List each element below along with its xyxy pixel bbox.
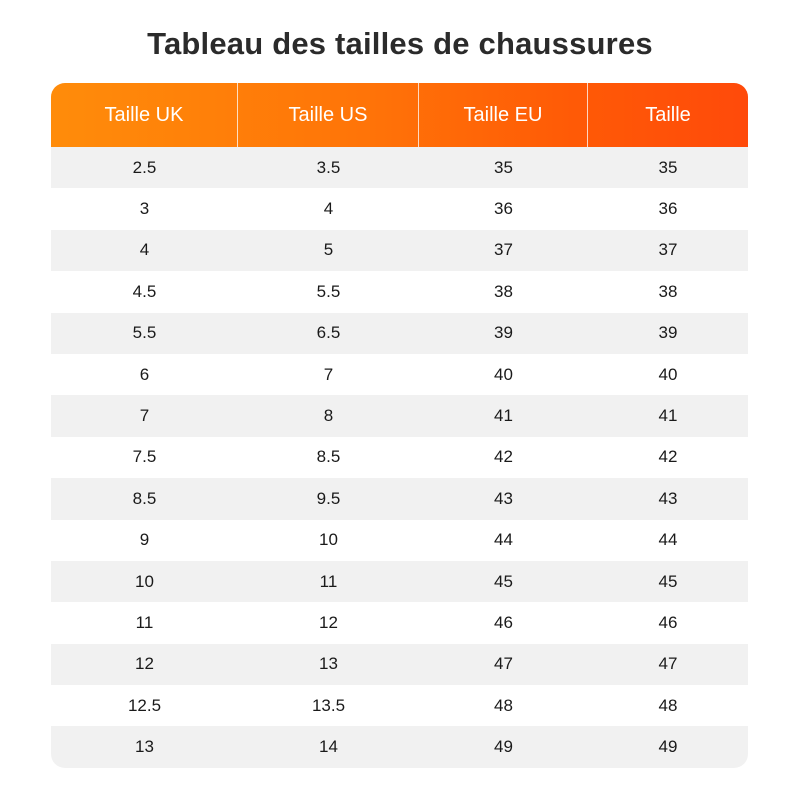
cell-us-size: 5.5 (316, 281, 341, 301)
table-row (51, 188, 748, 229)
cell-uk-size: 3 (139, 199, 150, 219)
cell-eu-size: 47 (494, 654, 513, 674)
cell-size: 35 (658, 157, 678, 177)
table-row (51, 230, 748, 271)
cell-us-size: 14 (319, 737, 338, 757)
cell-size: 43 (658, 488, 678, 508)
shoe-size-table (51, 83, 748, 768)
cell-eu-size: 49 (494, 737, 513, 757)
cell-us-size: 13 (319, 654, 338, 674)
cell-size: 48 (658, 695, 678, 715)
cell-size: 44 (658, 530, 678, 550)
cell-size: 45 (658, 571, 678, 591)
table-row (51, 354, 748, 395)
cell-size: 41 (658, 406, 678, 426)
cell-size: 49 (658, 737, 678, 757)
page-title: Tableau des tailles de chaussures (147, 26, 653, 61)
cell-eu-size: 36 (494, 199, 513, 219)
cell-uk-size: 4.5 (132, 281, 157, 301)
cell-size: 37 (658, 240, 678, 260)
cell-size: 36 (658, 199, 678, 219)
table-row (51, 726, 748, 767)
column-header-size: Taille (645, 103, 691, 126)
cell-us-size: 5 (323, 240, 334, 260)
cell-eu-size: 39 (494, 323, 513, 343)
table-header-row (51, 83, 748, 147)
table-row (51, 561, 748, 602)
cell-uk-size: 6 (139, 364, 150, 384)
cell-us-size: 9.5 (316, 488, 341, 508)
cell-eu-size: 43 (494, 488, 513, 508)
table-row (51, 437, 748, 478)
table-row (51, 644, 748, 685)
cell-us-size: 7 (323, 364, 334, 384)
table-row (51, 395, 748, 436)
cell-us-size: 8.5 (316, 447, 341, 467)
cell-eu-size: 46 (494, 612, 513, 632)
cell-uk-size: 7.5 (132, 447, 157, 467)
cell-size: 40 (658, 364, 678, 384)
cell-uk-size: 12 (135, 654, 154, 674)
cell-size: 46 (658, 612, 678, 632)
cell-size: 42 (658, 447, 678, 467)
cell-size: 39 (658, 323, 678, 343)
cell-uk-size: 8.5 (132, 488, 157, 508)
table-row (51, 520, 748, 561)
cell-uk-size: 5.5 (132, 323, 157, 343)
cell-eu-size: 41 (494, 406, 513, 426)
column-header-us: Taille US (238, 83, 419, 147)
cell-us-size: 8 (323, 406, 334, 426)
column-header-uk: Taille UK (51, 83, 238, 147)
cell-uk-size: 12.5 (127, 695, 162, 715)
cell-us-size: 10 (319, 530, 338, 550)
table-row (51, 685, 748, 726)
table-row (51, 271, 748, 312)
cell-eu-size: 42 (494, 447, 513, 467)
cell-size: 47 (658, 654, 678, 674)
cell-uk-size: 11 (135, 612, 154, 632)
cell-uk-size: 9 (139, 530, 150, 550)
cell-uk-size: 10 (135, 571, 154, 591)
cell-uk-size: 4 (139, 240, 150, 260)
table-row (51, 313, 748, 354)
cell-us-size: 12 (319, 612, 338, 632)
cell-us-size: 13.5 (311, 695, 346, 715)
cell-us-size: 4 (323, 199, 334, 219)
cell-eu-size: 44 (494, 530, 513, 550)
cell-size: 38 (658, 281, 678, 301)
cell-us-size: 3.5 (316, 157, 341, 177)
cell-eu-size: 38 (494, 281, 513, 301)
cell-uk-size: 7 (139, 406, 150, 426)
table-row (51, 602, 748, 643)
cell-eu-size: 35 (494, 157, 513, 177)
column-header-eu: Taille EU (419, 83, 588, 147)
table-row (51, 478, 748, 519)
cell-us-size: 11 (319, 571, 338, 591)
cell-uk-size: 13 (135, 737, 154, 757)
cell-eu-size: 45 (494, 571, 513, 591)
table-body (51, 147, 748, 768)
table-row (51, 147, 748, 188)
cell-uk-size: 2.5 (132, 157, 157, 177)
cell-eu-size: 40 (494, 364, 513, 384)
cell-eu-size: 37 (494, 240, 513, 260)
cell-eu-size: 48 (494, 695, 513, 715)
cell-us-size: 6.5 (316, 323, 341, 343)
